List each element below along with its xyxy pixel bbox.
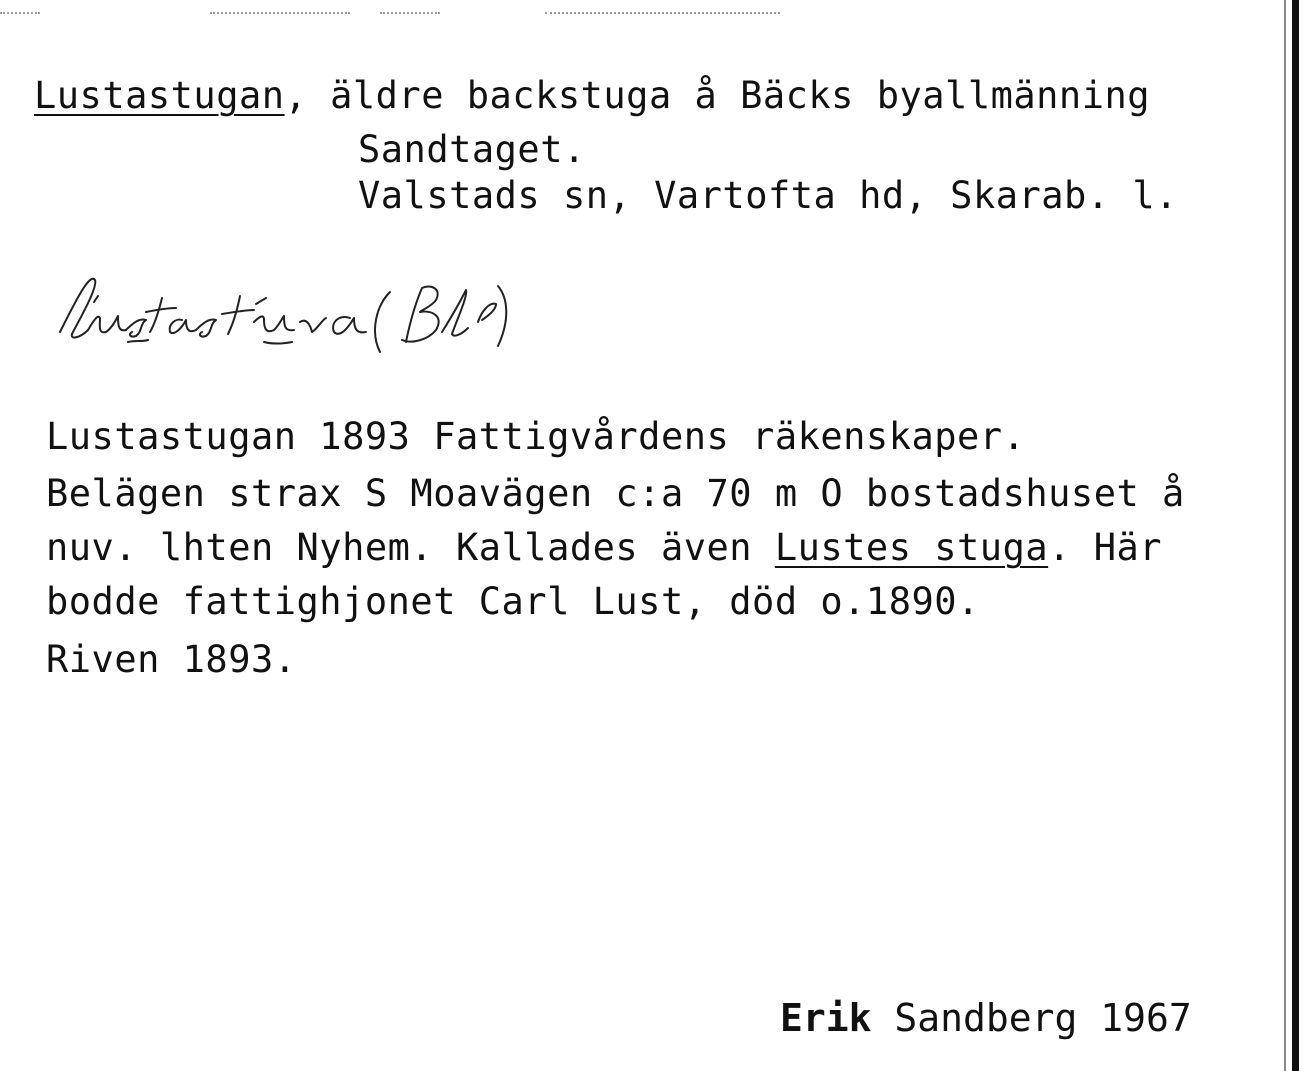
header-line-1 bbox=[34, 74, 1150, 118]
header-description: , äldre backstuga å Bäcks byallmänning bbox=[284, 74, 1151, 117]
headword: Lustastugan bbox=[34, 74, 285, 117]
signature-rest: Sandberg 1967 bbox=[871, 996, 1192, 1040]
body-line-2-end: . Här bbox=[1048, 526, 1163, 569]
body-line-3: bodde fattighjonet Carl Lust, död o.1890. bbox=[46, 580, 980, 623]
scan-edge-line bbox=[1284, 0, 1286, 1071]
source-line: Lustastugan 1893 Fattigvårdens räkenskaper. bbox=[46, 415, 1026, 458]
body-line-4: Riven 1893. bbox=[46, 638, 297, 681]
handwritten-pronunciation bbox=[50, 262, 710, 362]
header-line-3: Valstads sn, Vartofta hd, Skarab. l. bbox=[358, 174, 1178, 217]
body-line-1: Belägen strax S Moavägen c:a 70 m O bostadshuset å bbox=[46, 472, 1185, 515]
signature-first-name: Erik bbox=[780, 996, 872, 1040]
scan-artifact-dots bbox=[380, 12, 440, 16]
scan-artifact-dots bbox=[210, 12, 350, 16]
header-line-2: Sandtaget. bbox=[358, 128, 586, 171]
scan-artifact-dots bbox=[0, 12, 40, 16]
scan-artifact-dots bbox=[545, 12, 780, 16]
signature bbox=[780, 996, 1192, 1040]
scan-edge-bar bbox=[1292, 0, 1299, 1071]
alt-name-underlined: Lustes stuga bbox=[774, 526, 1049, 569]
body-line-2 bbox=[46, 526, 1162, 570]
body-line-2-start: nuv. lhten Nyhem. Kallades även bbox=[46, 526, 775, 569]
